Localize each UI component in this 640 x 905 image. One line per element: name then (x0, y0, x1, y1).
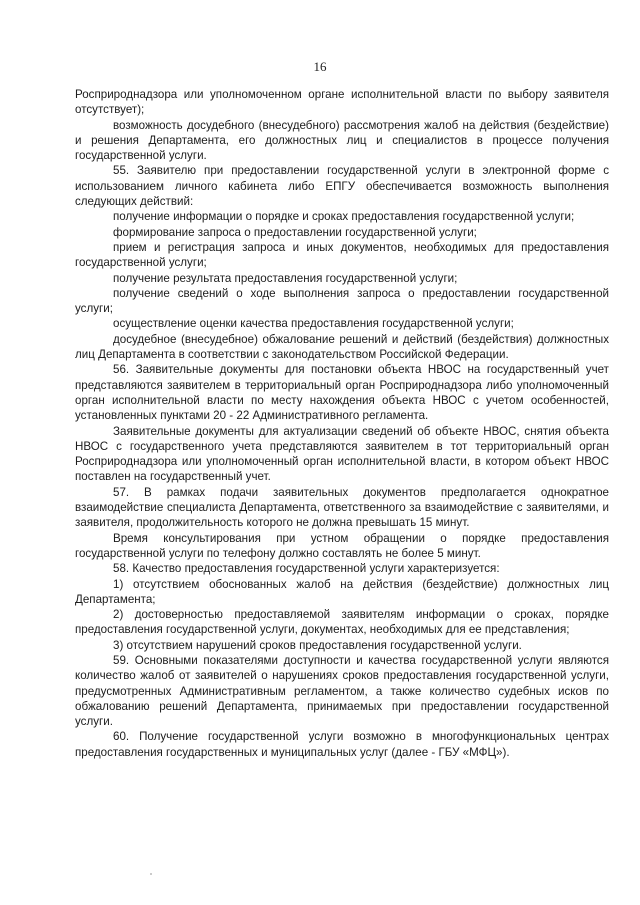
paragraph: получение информации о порядке и сроках предоставления государственной услуги; (113, 210, 575, 224)
paragraph: 3) отсутствием нарушений сроков предоставления государственной услуги. (113, 638, 522, 652)
paragraph: получение результата предоставления государственной услуги; (113, 271, 458, 285)
paragraph: 60. Получение государственной услуги возможно в многофункциональных центрах предоставления государственных и муниципальных услуг (далее - ГБУ «МФЦ»). (75, 730, 609, 759)
paragraph: 56. Заявительные документы для постановки объекта НВОС на государственный учет представляются заявителем в территориальный орган Росприроднадзора либо уполномоченный орган исполнительной власти по месту нахождения объекта НВОС с учетом особенностей, установленных пунктами 20 - 22 Административного регламента. (75, 363, 609, 423)
paragraph: прием и регистрация запроса и иных документов, необходимых для предоставления государственной услуги; (75, 240, 609, 270)
paragraph: получение сведений о ходе выполнения запроса о предоставлении государственной услуги; (75, 286, 609, 316)
paragraph: формирование запроса о предоставлении государственной услуги; (113, 225, 477, 239)
paragraph: Заявительные документы для актуализации сведений об объекте НВОС, снятия объекта НВОС с государственного учета представляются заявителем в тот территориальный орган Росприроднадзора или уполномоченный орган исполнительной власти, в котором объект НВОС поставлен на государственный учет. (75, 424, 609, 484)
paragraph: 58. Качество предоставления государственной услуги характеризуется: (113, 562, 500, 576)
paragraph: осуществление оценки качества предоставления государственной услуги; (113, 317, 514, 331)
paragraph: досудебное (внесудебное) обжалование решений и действий (бездействия) должностных лиц Департамента в соответствии с законодательством Российской Федерации. (75, 332, 609, 362)
paragraph: 1) отсутствием обоснованных жалоб на действия (бездействие) должностных лиц Департамента; (75, 577, 609, 606)
paragraph: 55. Заявителю при предоставлении государственной услуги в электронной форме с использованием личного кабинета либо ЕПГУ обеспечивается возможность выполнения следующих действий: (75, 164, 609, 209)
paragraph: Время консультирования при устном обращении о порядке предоставления государственной услуги по телефону должно составлять не более 5 минут. (75, 531, 609, 560)
paragraph: 57. В рамках подачи заявительных документов предполагается однократное взаимодействие специалиста Департамента, ответственного за взаимодействие с заявителями, и заявителя, продолжительность которого не должна превышать 15 минут. (75, 485, 609, 530)
scan-speck (150, 873, 152, 875)
paragraph: 2) достоверностью предоставляемой заявителям информации о сроках, порядке предоставления государственной услуги, документах, необходимых для ее представления; (75, 608, 609, 637)
paragraph: Росприроднадзора или уполномоченном органе исполнительной власти по выбору заявителя отсутствует); (75, 88, 609, 117)
page-number: 16 (313, 59, 327, 74)
paragraph: возможность досудебного (внесудебного) рассмотрения жалоб на действия (бездействие) и решения Департамента, его должностных лиц и специалистов в процессе получения государственной услуги. (75, 118, 609, 163)
paragraph: 59. Основными показателями доступности и качества государственной услуги являются количество жалоб от заявителей о нарушениях сроков предоставления государственной услуги, предусмотренных Административным регламентом, а также количество судебных исков по обжалованию решений Департамента, принимаемых при предоставлении государственной услуги. (75, 653, 609, 729)
document-body (75, 87, 609, 760)
